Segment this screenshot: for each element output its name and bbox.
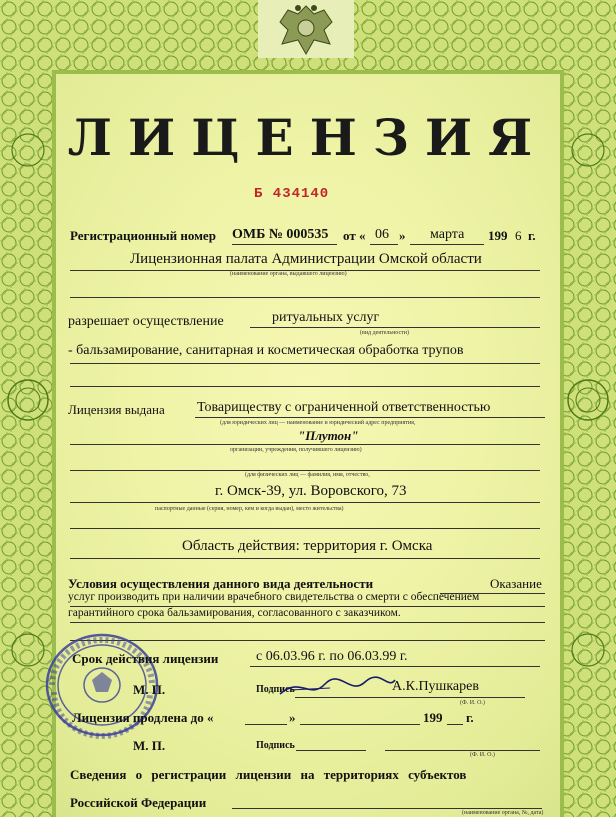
permit-label: разрешает осуществление: [68, 314, 224, 329]
conditions-label: Условия осуществления данного вида деятельности: [68, 576, 374, 591]
fio-caption: (Ф. И. О.): [460, 700, 485, 706]
passport-caption: паспортные данные (серия, номер, кем и когда выдан), место жительства): [155, 506, 344, 512]
reg-day-close: »: [399, 228, 406, 243]
regions-caption: (наименование органа, №, дата): [462, 810, 544, 816]
permit-value: ритуальных услуг: [272, 310, 380, 325]
extended-close: »: [289, 710, 296, 725]
physical-caption: (для физических лиц — фамилия, имя, отчество,: [245, 472, 370, 478]
page-title: ЛИЦЕНЗИЯ: [67, 108, 549, 167]
reg-year-unit: г.: [528, 228, 536, 243]
issued-to-value: Товариществу с ограниченной ответственностью: [197, 400, 491, 415]
regions-label-2: Российской Федерации: [70, 795, 207, 810]
issued-to-label: Лицензия выдана: [68, 402, 165, 417]
signature-label: Подпись: [256, 684, 295, 695]
activity-caption: (вид деятельности): [360, 330, 409, 336]
reg-from: от «: [343, 228, 366, 243]
company-name: "Плутон": [298, 428, 359, 443]
extended-unit: г.: [466, 710, 474, 725]
reg-number: ОМБ № 000535: [232, 227, 329, 242]
address: г. Омск-39, ул. Воровского, 73: [215, 483, 407, 499]
activity-detail: - бальзамирование, санитарная и косметическая обработка трупов: [68, 343, 464, 358]
region: Область действия: территория г. Омска: [182, 538, 433, 554]
fio-caption-2: (Ф. И. О.): [470, 752, 495, 758]
legal-caption: (для юридических лиц — наименование и юридический адрес предприятия,: [220, 420, 416, 426]
reg-year-suffix: 6: [515, 228, 522, 243]
validity-value: с 06.03.96 г. по 06.03.99 г.: [256, 649, 408, 664]
extended-label: Лицензия продлена до «: [72, 710, 214, 725]
extended-year: 199: [423, 710, 443, 725]
serial-number: Б 434140: [254, 186, 330, 202]
conditions-value-2: услуг производить при наличии врачебного свидетельства о смерти с обеспечением: [68, 591, 480, 603]
conditions-value-1: Оказание: [490, 576, 542, 591]
reg-month: марта: [430, 227, 465, 242]
validity-label: Срок действия лицензии: [72, 651, 219, 666]
regions-label-1: Сведения о регистрации лицензии на территориях субъектов: [70, 767, 467, 782]
stamp-place-label-2: М. П.: [133, 738, 166, 753]
conditions-value-3: гарантийного срока бальзамирования, согласованного с заказчиком.: [68, 607, 401, 619]
reg-day: 06: [375, 227, 389, 242]
issuer-caption: (наименование органа, выдавшего лицензию): [230, 271, 347, 277]
signer-name: А.К.Пушкарев: [392, 679, 479, 694]
issuer: Лицензионная палата Администрации Омской области: [130, 251, 482, 267]
org-caption: организации, учреждения, получившего лицензию): [230, 447, 362, 453]
stamp-place-label: М. П.: [133, 682, 166, 697]
coat-of-arms-icon: [258, 0, 354, 58]
reg-year-prefix: 199: [488, 228, 508, 243]
reg-label: Регистрационный номер: [70, 228, 216, 243]
signature-label-2: Подпись: [256, 740, 295, 751]
